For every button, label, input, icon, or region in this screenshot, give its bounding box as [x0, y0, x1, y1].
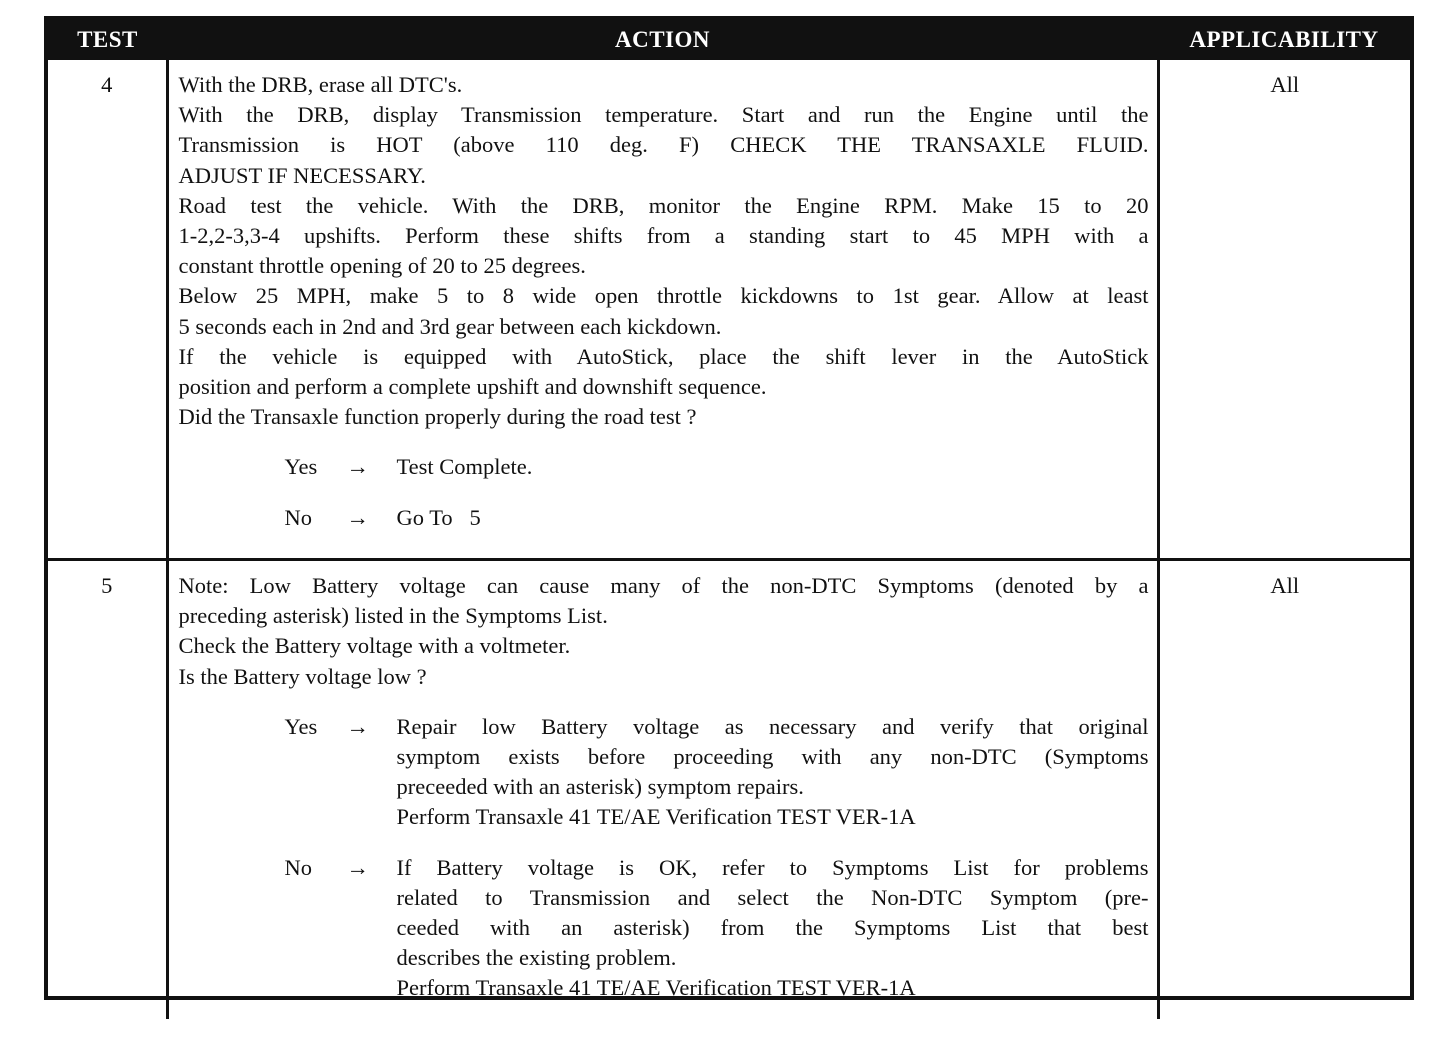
action-cell: [167, 60, 1158, 560]
action-line: With the DRB, display Transmission temperature. Start and run the Engine until the: [178, 102, 1149, 128]
result-line: Go To 5: [396, 504, 481, 530]
right-arrow-icon: →: [346, 713, 369, 739]
action-line: position and perform a complete upshift and downshift sequence.: [178, 374, 767, 400]
outcome-result: [397, 452, 1149, 482]
result-line: preceeded with an asterisk) symptom repairs.: [396, 774, 804, 800]
action-line: With the DRB, erase all DTC's.: [178, 72, 463, 97]
action-line: 1-2,2-3,3-4 upshifts. Perform these shifts from a standing start to 45 MPH with a: [178, 223, 1149, 249]
result-line: Repair low Battery voltage as necessary and verify that original: [396, 713, 1149, 739]
header-row: [48, 20, 1410, 60]
diagnostic-table: [44, 16, 1414, 1000]
action-line: Below 25 MPH, make 5 to 8 wide open throttle kickdowns to 1st gear. Allow at least: [178, 283, 1149, 309]
action-line: preceding asterisk) listed in the Symptoms List.: [178, 603, 608, 629]
outcome-result: [397, 712, 1149, 833]
applicability: All: [1158, 60, 1410, 560]
right-arrow-icon: →: [346, 454, 369, 480]
outcome-answer: Yes: [284, 454, 318, 480]
right-arrow-icon: →: [346, 854, 369, 880]
action-cell: [167, 560, 1158, 1020]
action-line: constant throttle opening of 20 to 25 degrees.: [178, 253, 586, 279]
action-line: Road test the vehicle. With the DRB, monitor the Engine RPM. Make 15 to 20: [178, 192, 1149, 218]
test-number: 4: [48, 60, 167, 560]
outcome-answer: No: [284, 854, 312, 880]
action-line: Check the Battery voltage with a voltmeter.: [178, 633, 571, 659]
header-action: ACTION: [167, 20, 1158, 60]
result-line: Perform Transaxle 41 TE/AE Verification TEST VER-1A: [396, 804, 916, 830]
outcome-no: [179, 503, 1149, 533]
action-line: 5 seconds each in 2nd and 3rd gear between each kickdown.: [178, 313, 722, 339]
result-line: Perform Transaxle 41 TE/AE Verification TEST VER-1A: [396, 975, 916, 1001]
result-line: symptom exists before proceeding with any non-DTC (Symptoms: [396, 744, 1149, 770]
outcome-yes: [179, 712, 1149, 833]
header-applicability: APPLICABILITY: [1158, 20, 1410, 60]
outcome-result: [397, 503, 1149, 533]
right-arrow-icon: →: [346, 504, 369, 530]
result-line: related to Transmission and select the Non-DTC Symptom (pre-: [396, 884, 1149, 910]
table-row-test-4: [48, 60, 1410, 560]
outcome-answer: Yes: [284, 713, 318, 739]
action-line: Transmission is HOT (above 110 deg. F) CHECK THE TRANSAXLE FLUID.: [178, 132, 1149, 158]
outcome-no: [179, 853, 1149, 1004]
outcome-answer: No: [284, 504, 312, 530]
result-line: If Battery voltage is OK, refer to Symptoms List for problems: [396, 854, 1149, 880]
outcome-yes: [179, 452, 1149, 482]
applicability: All: [1270, 573, 1300, 598]
action-line: If the vehicle is equipped with AutoStick, place the shift lever in the AutoStick: [178, 343, 1149, 369]
outcome-result: [397, 853, 1149, 1004]
action-line: ADJUST IF NECESSARY.: [178, 162, 426, 188]
action-question: Is the Battery voltage low ?: [178, 663, 427, 689]
result-line: ceeded with an asterisk) from the Symptoms List that best: [396, 915, 1149, 941]
result-line: describes the existing problem.: [396, 945, 677, 971]
action-line: Note: Low Battery voltage can cause many of the non-DTC Symptoms (denoted by a: [178, 573, 1149, 598]
test-number: 5: [48, 560, 167, 1020]
table-row-test-5: [48, 560, 1410, 1020]
test-action-table: [48, 20, 1410, 1019]
result-line: Test Complete.: [396, 454, 533, 480]
header-test: TEST: [48, 20, 167, 60]
action-question: Did the Transaxle function properly during the road test ?: [178, 404, 697, 430]
